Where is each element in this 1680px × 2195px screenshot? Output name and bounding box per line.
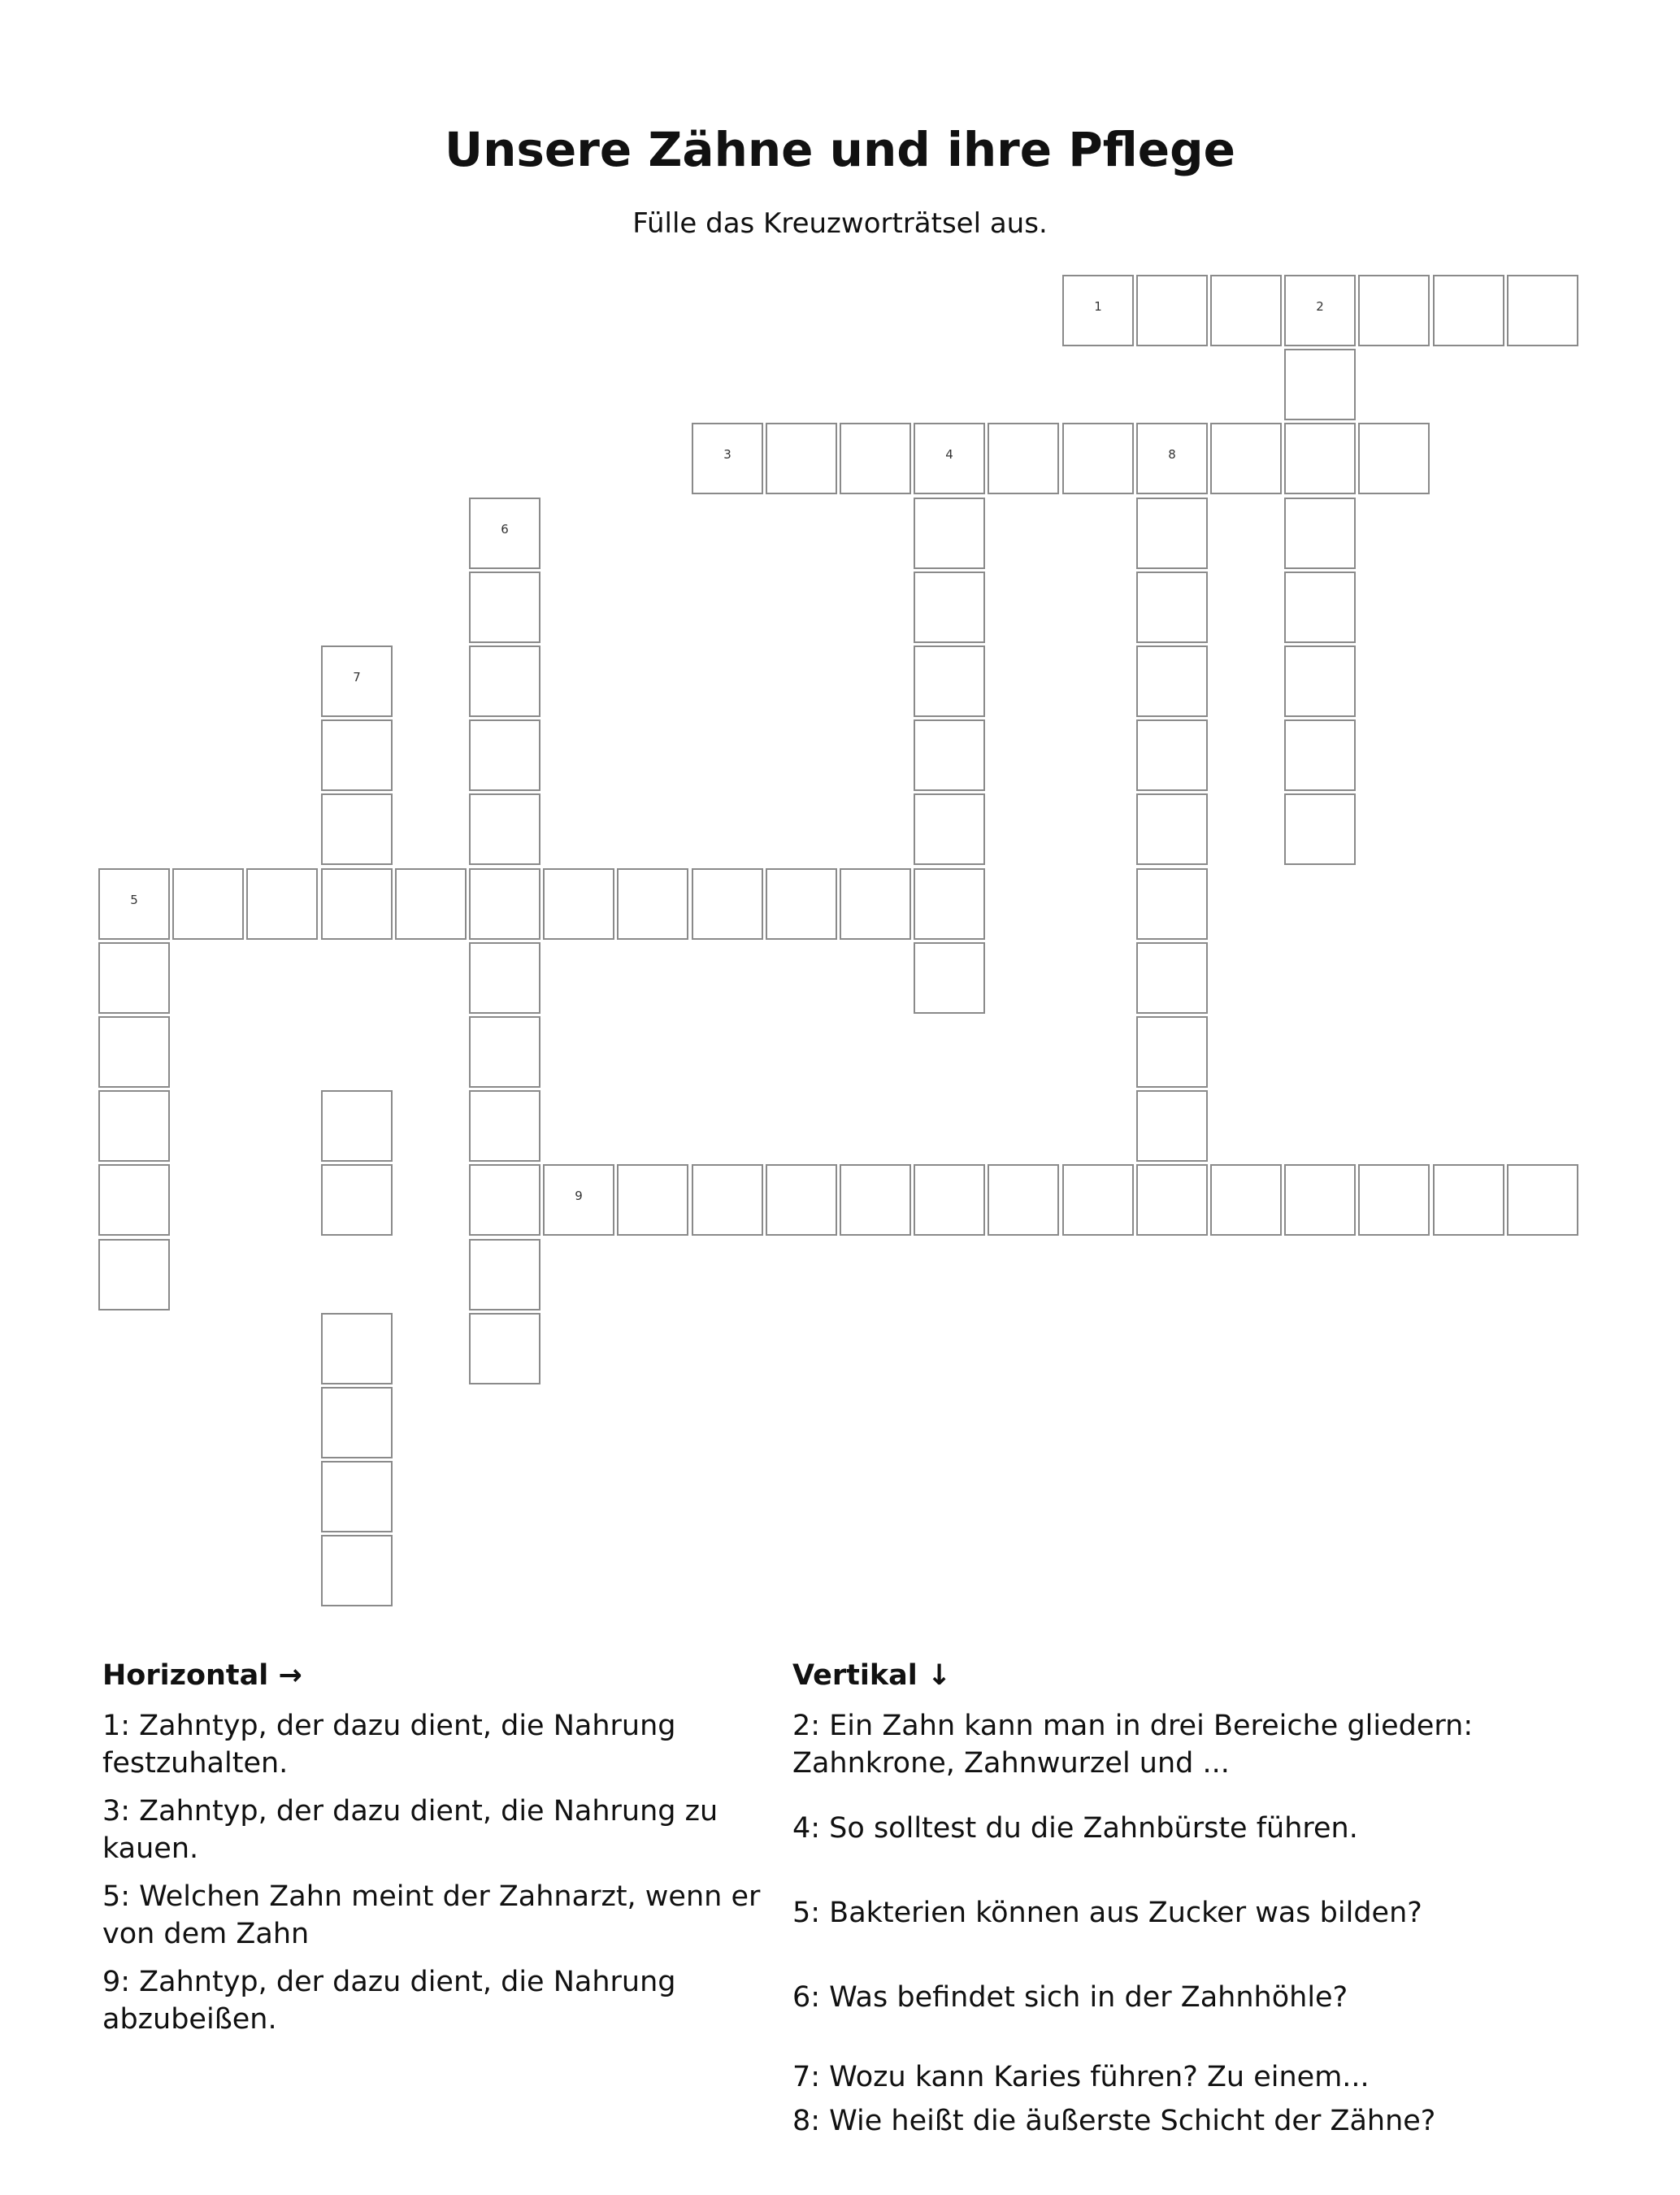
- page-title: Unsere Zähne und ihre Pflege: [445, 122, 1235, 177]
- grid-cell[interactable]: [914, 423, 985, 494]
- grid-cell[interactable]: [469, 1090, 540, 1162]
- grid-cell[interactable]: [98, 1090, 170, 1162]
- grid-cell[interactable]: [321, 1090, 393, 1162]
- grid-cell[interactable]: [1284, 498, 1356, 569]
- grid-cell[interactable]: [1284, 275, 1356, 346]
- grid-cell[interactable]: [321, 1461, 393, 1532]
- across-clue-1: 1: Zahntyp, der dazu dient, die Nahrung festzuhalten.: [102, 1710, 676, 1780]
- grid-cell[interactable]: [469, 645, 540, 717]
- grid-cell[interactable]: [321, 1313, 393, 1384]
- grid-cell[interactable]: [617, 1164, 688, 1236]
- grid-cell[interactable]: [914, 719, 985, 791]
- grid-cell[interactable]: [1062, 423, 1134, 494]
- grid-cell[interactable]: [1062, 275, 1134, 346]
- down-clue-5: 5: Bakterien können aus Zucker was bilden?: [792, 1897, 1422, 1929]
- across-clue-3: 3: Zahntyp, der dazu dient, die Nahrung zu kauen.: [102, 1795, 718, 1866]
- grid-cell[interactable]: [98, 868, 170, 940]
- grid-cell[interactable]: [321, 868, 393, 940]
- grid-cell[interactable]: [914, 868, 985, 940]
- grid-cell[interactable]: [321, 645, 393, 717]
- grid-cell[interactable]: [1284, 1164, 1356, 1236]
- grid-cell[interactable]: [1284, 423, 1356, 494]
- grid-cell[interactable]: [1507, 1164, 1578, 1236]
- grid-cell[interactable]: [1136, 498, 1208, 569]
- instructions: Fülle das Kreuzworträtsel aus.: [632, 207, 1048, 240]
- grid-cell[interactable]: [1210, 423, 1282, 494]
- grid-cell[interactable]: [1284, 793, 1356, 865]
- grid-cell[interactable]: [1284, 645, 1356, 717]
- grid-cell[interactable]: [1136, 719, 1208, 791]
- grid-cell[interactable]: [766, 423, 837, 494]
- grid-cell[interactable]: [1136, 793, 1208, 865]
- grid-cell[interactable]: [98, 942, 170, 1014]
- clue-number: 3: [723, 447, 731, 462]
- grid-cell[interactable]: [988, 423, 1059, 494]
- grid-cell[interactable]: [469, 942, 540, 1014]
- grid-cell[interactable]: [172, 868, 244, 940]
- grid-cell[interactable]: [98, 1164, 170, 1236]
- down-clue-7: 7: Wozu kann Karies führen? Zu einem...: [792, 2061, 1370, 2093]
- grid-cell[interactable]: [321, 1164, 393, 1236]
- grid-cell[interactable]: [1136, 868, 1208, 940]
- grid-cell[interactable]: [321, 719, 393, 791]
- grid-cell[interactable]: [1062, 1164, 1134, 1236]
- grid-cell[interactable]: [469, 793, 540, 865]
- grid-cell[interactable]: [1136, 645, 1208, 717]
- grid-cell[interactable]: [914, 645, 985, 717]
- grid-cell[interactable]: [914, 942, 985, 1014]
- grid-cell[interactable]: [914, 1164, 985, 1236]
- clue-number: 5: [130, 893, 138, 907]
- grid-cell[interactable]: [1433, 275, 1504, 346]
- grid-cell[interactable]: [1136, 423, 1208, 494]
- grid-cell[interactable]: [543, 868, 614, 940]
- grid-cell[interactable]: [766, 1164, 837, 1236]
- clue-number: 2: [1316, 299, 1324, 314]
- across-clue-9: 9: Zahntyp, der dazu dient, die Nahrung abzubeißen.: [102, 1966, 676, 2036]
- down-clues: [792, 1658, 1524, 2137]
- grid-cell[interactable]: [1358, 275, 1430, 346]
- grid-cell[interactable]: [1136, 1090, 1208, 1162]
- grid-cell[interactable]: [246, 868, 318, 940]
- across-clue-5: 5: Welchen Zahn meint der Zahnarzt, wenn er von dem Zahn: [102, 1880, 761, 1951]
- grid-cell[interactable]: [1358, 1164, 1430, 1236]
- grid-cell[interactable]: [1433, 1164, 1504, 1236]
- grid-cell[interactable]: [321, 1535, 393, 1606]
- grid-cell[interactable]: [1507, 275, 1578, 346]
- grid-cell[interactable]: [1136, 275, 1208, 346]
- grid-cell[interactable]: [321, 793, 393, 865]
- grid-cell[interactable]: [914, 498, 985, 569]
- down-heading: Vertikal ↓: [792, 1659, 952, 1692]
- grid-cell[interactable]: [469, 498, 540, 569]
- grid-cell[interactable]: [692, 423, 763, 494]
- clue-number: 9: [575, 1189, 583, 1203]
- grid-cell[interactable]: [469, 868, 540, 940]
- clue-number: 6: [501, 522, 509, 537]
- grid-cell[interactable]: [469, 572, 540, 643]
- clue-number: 7: [353, 670, 361, 685]
- grid-cell[interactable]: [988, 1164, 1059, 1236]
- grid-cell[interactable]: [1136, 942, 1208, 1014]
- grid-cell[interactable]: [469, 1016, 540, 1088]
- clue-number: 8: [1168, 447, 1176, 462]
- clue-number: 1: [1094, 299, 1102, 314]
- grid-cell[interactable]: [395, 868, 467, 940]
- clue-number: 4: [945, 447, 953, 462]
- down-clue-4: 4: So solltest du die Zahnbürste führen.: [792, 1812, 1358, 1845]
- grid-cell[interactable]: [543, 1164, 614, 1236]
- grid-cell[interactable]: [617, 868, 688, 940]
- across-heading: Horizontal →: [102, 1659, 302, 1692]
- grid-cell[interactable]: [469, 1313, 540, 1384]
- grid-cell[interactable]: [98, 1016, 170, 1088]
- grid-cell[interactable]: [840, 423, 911, 494]
- grid-cell[interactable]: [469, 1239, 540, 1310]
- grid-cell[interactable]: [840, 868, 911, 940]
- grid-cell[interactable]: [914, 793, 985, 865]
- grid-cell[interactable]: [914, 572, 985, 643]
- grid-cell[interactable]: [469, 719, 540, 791]
- grid-cell[interactable]: [840, 1164, 911, 1236]
- grid-cell[interactable]: [1136, 1016, 1208, 1088]
- grid-cell[interactable]: [692, 868, 763, 940]
- grid-cell[interactable]: [1358, 423, 1430, 494]
- grid-cell[interactable]: [1284, 719, 1356, 791]
- grid-cell[interactable]: [1136, 572, 1208, 643]
- grid-cell[interactable]: [98, 1239, 170, 1310]
- across-clues: [102, 1658, 769, 2036]
- grid-cell[interactable]: [1284, 349, 1356, 420]
- grid-cell[interactable]: [766, 868, 837, 940]
- down-clue-8: 8: Wie heißt die äußerste Schicht der Zähne?: [792, 2105, 1436, 2137]
- down-clue-6: 6: Was befindet sich in der Zahnhöhle?: [792, 1981, 1348, 2014]
- grid-cell[interactable]: [321, 1387, 393, 1458]
- grid-cell[interactable]: [1136, 1164, 1208, 1236]
- grid-cell[interactable]: [692, 1164, 763, 1236]
- down-clue-2: 2: Ein Zahn kann man in drei Bereiche gliedern: Zahnkrone, Zahnwurzel und ...: [792, 1710, 1474, 1780]
- grid-cell[interactable]: [469, 1164, 540, 1236]
- grid-cell[interactable]: [1210, 275, 1282, 346]
- grid-cell[interactable]: [1210, 1164, 1282, 1236]
- grid-cell[interactable]: [1284, 572, 1356, 643]
